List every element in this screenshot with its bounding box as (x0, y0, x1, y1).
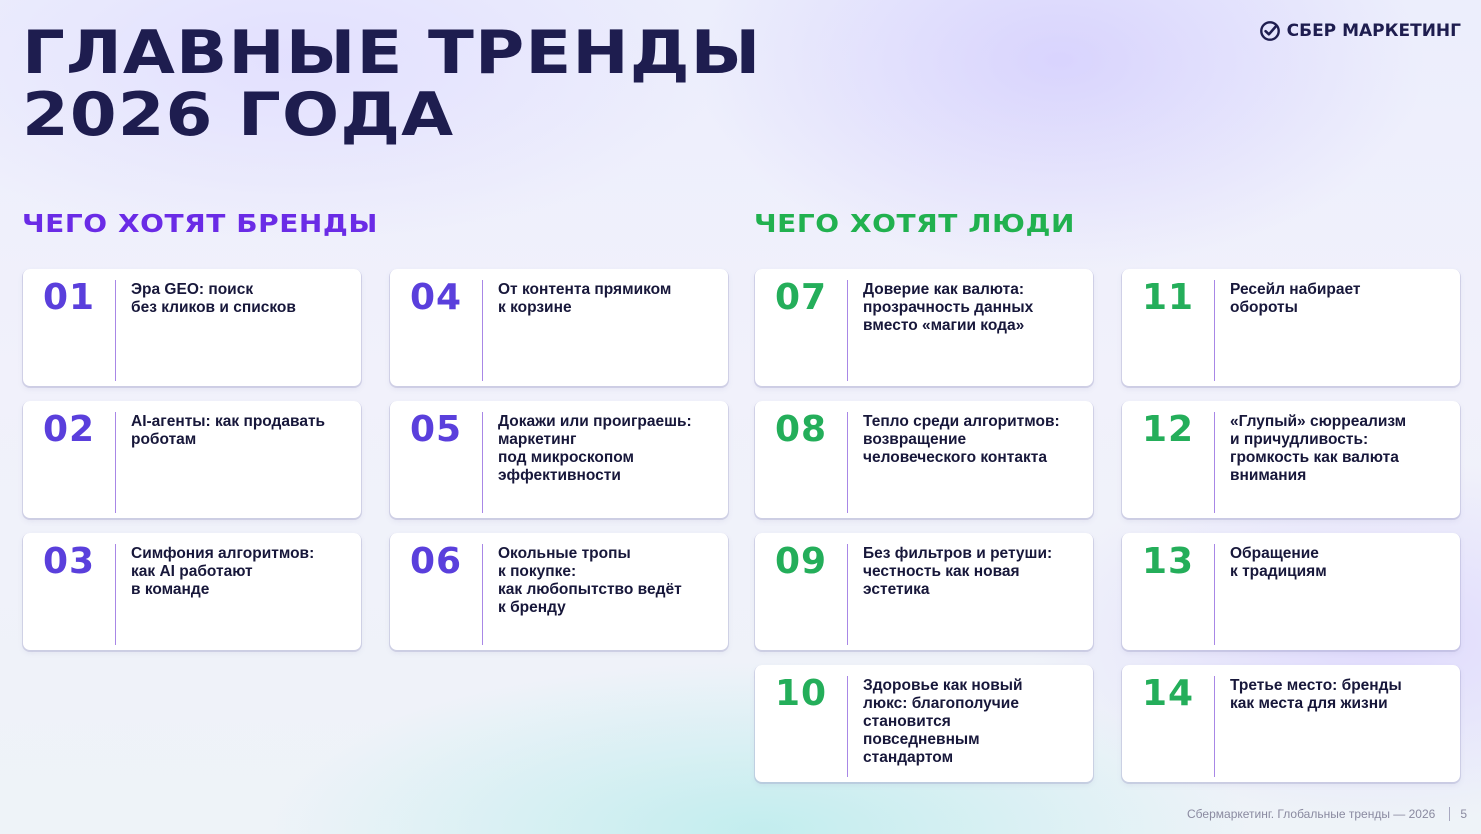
trend-number: 01 (42, 277, 96, 318)
trend-card-10 (755, 665, 1093, 782)
card-divider (847, 412, 848, 513)
card-divider (847, 676, 848, 777)
trend-card-06 (390, 533, 728, 650)
trend-card-09 (755, 533, 1093, 650)
trend-text: Третье место: бренды как места для жизни (1230, 677, 1402, 712)
page-number: 5 (1460, 807, 1467, 821)
page-footer (1187, 807, 1467, 821)
trend-number: 05 (409, 409, 463, 450)
trend-text: От контента прямиком к корзине (498, 281, 672, 316)
card-divider (482, 280, 483, 381)
trend-text: «Глупый» сюрреализм и причудливость: громкость как валюта внимания (1230, 413, 1407, 484)
trend-number: 14 (1141, 673, 1195, 714)
trend-number: 09 (774, 541, 828, 582)
trend-card-04 (390, 269, 728, 386)
trend-number: 06 (409, 541, 463, 582)
trend-number: 10 (774, 673, 828, 714)
card-divider (1214, 280, 1215, 381)
trend-number: 07 (774, 277, 828, 318)
trend-card-02 (23, 401, 361, 518)
card-divider (847, 280, 848, 381)
trend-text: Докажи или проиграешь: маркетинг под микроскопом эффективности (498, 413, 692, 484)
trend-number: 02 (42, 409, 96, 450)
trend-text: AI-агенты: как продавать роботам (131, 413, 326, 448)
trend-text: Тепло среди алгоритмов: возвращение человеческого контакта (863, 413, 1060, 466)
trend-text: Обращение к традициям (1230, 545, 1327, 580)
card-divider (115, 412, 116, 513)
card-divider (482, 544, 483, 645)
sber-marketing-logo (1259, 20, 1461, 42)
trend-text: Без фильтров и ретуши: честность как новая эстетика (863, 545, 1053, 598)
trend-card-03 (23, 533, 361, 650)
trend-card-05 (390, 401, 728, 518)
card-divider (115, 280, 116, 381)
trend-card-01 (23, 269, 361, 386)
trend-number: 13 (1141, 541, 1195, 582)
trend-card-13 (1122, 533, 1460, 650)
section-title-brands: ЧЕГО ХОТЯТ БРЕНДЫ (22, 209, 378, 238)
card-divider (1214, 676, 1215, 777)
trend-card-08 (755, 401, 1093, 518)
trend-text: Доверие как валюта: прозрачность данных вместо «магии кода» (863, 281, 1034, 334)
trend-text: Ресейл набирает обороты (1230, 281, 1361, 316)
card-divider (482, 412, 483, 513)
trend-number: 04 (409, 277, 463, 318)
check-circle-icon (1259, 20, 1281, 42)
page-title-line-2: 2026 ГОДА (22, 80, 455, 150)
trend-number: 11 (1141, 277, 1195, 318)
trend-text: Симфония алгоритмов: как AI работают в команде (131, 545, 315, 598)
trend-text: Здоровье как новый люкс: благополучие становится повседневным стандартом (863, 677, 1023, 766)
trend-number: 08 (774, 409, 828, 450)
trend-card-14 (1122, 665, 1460, 782)
trend-text: Эра GEO: поиск без кликов и списков (131, 281, 296, 316)
trend-card-12 (1122, 401, 1460, 518)
footer-separator (1449, 807, 1450, 821)
trend-number: 03 (42, 541, 96, 582)
card-divider (1214, 544, 1215, 645)
trend-text: Окольные тропы к покупке: как любопытство ведёт к бренду (498, 545, 682, 616)
card-divider (115, 544, 116, 645)
trend-number: 12 (1141, 409, 1195, 450)
footer-text: Сбермаркетинг. Глобальные тренды — 2026 (1187, 807, 1436, 821)
logo-text: СБЕР МАРКЕТИНГ (1286, 21, 1461, 41)
trend-card-11 (1122, 269, 1460, 386)
page-title (22, 18, 762, 150)
trend-card-07 (755, 269, 1093, 386)
page-title-line-1: ГЛАВНЫЕ ТРЕНДЫ (22, 18, 762, 88)
card-divider (1214, 412, 1215, 513)
section-title-people: ЧЕГО ХОТЯТ ЛЮДИ (754, 209, 1075, 238)
card-divider (847, 544, 848, 645)
